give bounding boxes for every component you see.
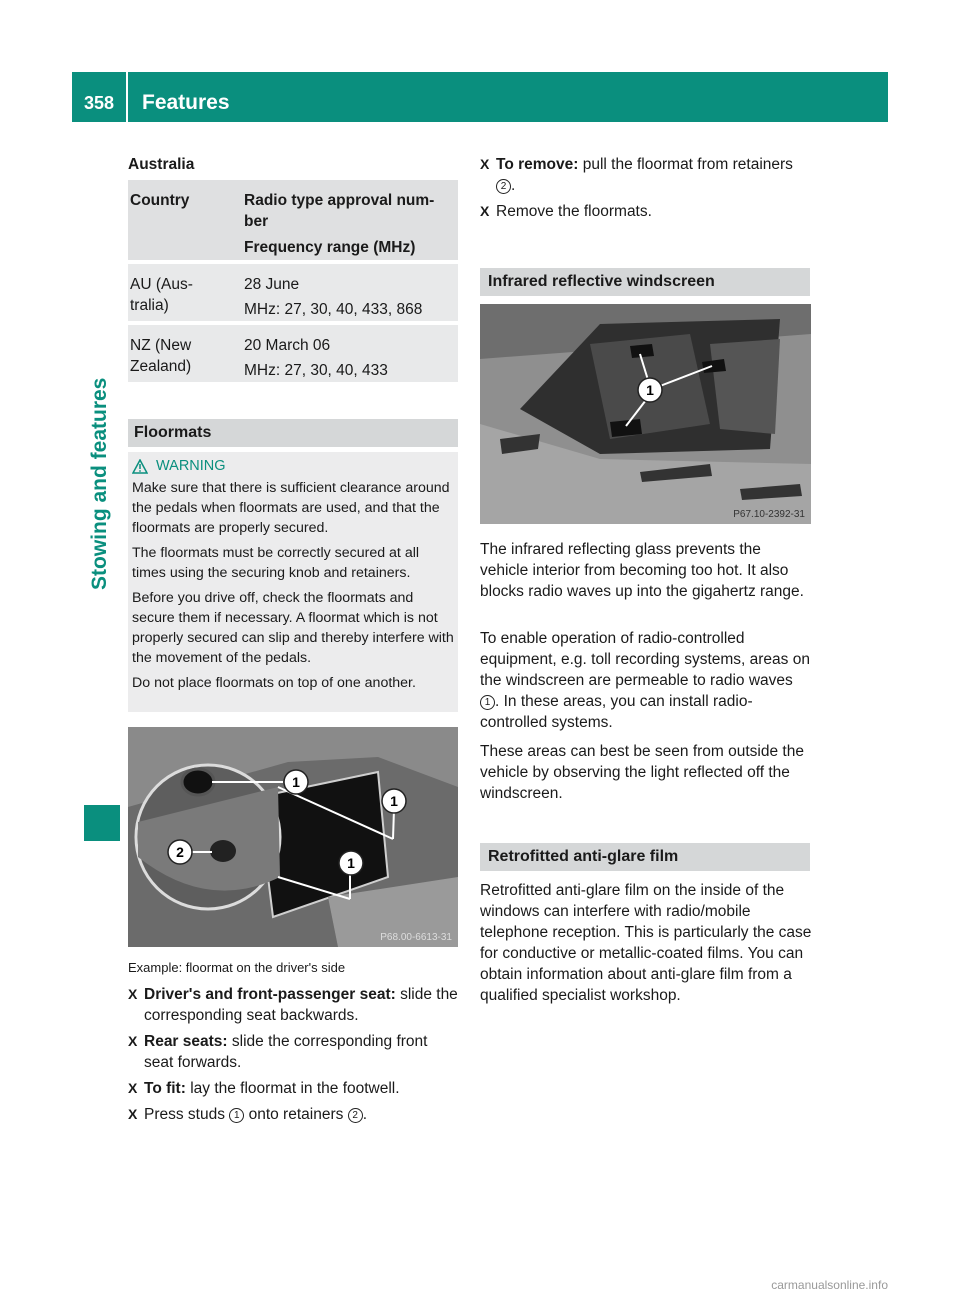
step-bold: To fit: <box>144 1080 186 1097</box>
side-tab <box>84 300 120 840</box>
step-text: slide the corresponding front seat forwards. <box>144 1033 428 1071</box>
step-bold: Driver's and front-passenger seat: <box>144 986 396 1003</box>
warning-box <box>128 452 458 712</box>
para-text: . In these areas, you can install radio-controlled systems. <box>480 693 753 731</box>
col-frequency: Frequency range (MHz) <box>244 239 416 256</box>
warning-para: Before you drive off, check the floormats and secure them if necessary. A floormat which is not properly secured can slip and thereby interfere with the movement of the pedals. <box>132 590 454 666</box>
step-text: . <box>362 1106 367 1123</box>
arrow-icon: X <box>128 1033 138 1049</box>
step-text: . <box>511 177 516 194</box>
warning-para: Do not place floormats on top of one another. <box>132 675 416 691</box>
warning-triangle-icon <box>132 459 148 474</box>
step-text: lay the floormat in the footwell. <box>185 1080 400 1097</box>
arrow-icon: X <box>480 156 490 172</box>
image-code: P68.00-6613-31 <box>380 932 452 943</box>
svg-text:1: 1 <box>347 855 355 871</box>
col-country: Country <box>130 192 190 209</box>
floormat-steps-right <box>480 154 812 227</box>
list-item <box>128 1104 460 1125</box>
svg-text:1: 1 <box>292 774 300 790</box>
warning-para: Make sure that there is sufficient clearance around the pedals when floormats are used, and that the floormats are properly secured. <box>132 480 450 536</box>
windscreen-illustration <box>480 304 811 524</box>
warning-label: WARNING <box>156 458 226 474</box>
callout-2-icon: 2 <box>348 1108 363 1123</box>
page-number: 358 <box>72 72 126 122</box>
side-tab-marker <box>84 805 120 841</box>
frequency-table <box>128 180 458 386</box>
australia-heading: Australia <box>128 156 195 173</box>
step-text: Remove the floormats. <box>496 203 652 220</box>
table-row <box>128 325 458 382</box>
arrow-icon: X <box>128 1080 138 1096</box>
step-text: slide the corresponding seat backwards. <box>144 986 458 1024</box>
infrared-para-1: The infrared reflecting glass prevents the vehicle interior from becoming too hot. It also blocks radio waves up into the gigahertz range. <box>480 541 804 600</box>
floormat-steps <box>128 984 460 1130</box>
approval-cell <box>232 264 458 321</box>
callout-1-icon: 1 <box>229 1108 244 1123</box>
infrared-para-2 <box>480 628 812 733</box>
side-tab-label: Stowing and features <box>88 377 111 590</box>
page-title: Features <box>128 72 888 122</box>
step-bold: Rear seats: <box>144 1033 228 1050</box>
callout-2-icon: 2 <box>496 179 511 194</box>
antiglare-heading: Retrofitted anti-glare film <box>480 843 810 871</box>
list-item <box>480 154 812 196</box>
footer-watermark: carmanualsonline.info <box>771 1278 888 1292</box>
country-l2: Zealand) <box>130 358 192 375</box>
callout-1-icon: 1 <box>480 695 495 710</box>
antiglare-para: Retrofitted anti-glare film on the inside of the windows can interfere with radio/mobile telephone reception. This is particularly the case for conductive or metallic-coated films. You can obtain information about anti-glare film from a qualified specialist workshop. <box>480 882 812 1004</box>
approval-mhz: MHz: 27, 30, 40, 433 <box>244 362 388 379</box>
image-code: P67.10-2392-31 <box>733 509 805 520</box>
floormat-illustration <box>128 727 458 947</box>
approval-date: 20 March 06 <box>244 337 331 354</box>
col-approval-l1: Radio type approval num- <box>244 192 435 209</box>
country-cell <box>128 325 232 382</box>
list-item <box>128 1031 460 1073</box>
table-row <box>128 264 458 321</box>
arrow-icon: X <box>128 986 138 1002</box>
step-text: pull the floormat from retainers <box>578 156 793 173</box>
approval-cell <box>232 325 458 382</box>
arrow-icon: X <box>128 1106 138 1122</box>
approval-mhz: MHz: 27, 30, 40, 433, 868 <box>244 301 423 318</box>
svg-text:1: 1 <box>646 382 654 398</box>
country-l1: AU (Aus- <box>130 276 193 293</box>
svg-text:1: 1 <box>390 793 398 809</box>
step-text: onto retainers <box>244 1106 348 1123</box>
photo-caption: Example: floormat on the driver's side <box>128 960 346 975</box>
approval-date: 28 June <box>244 276 300 293</box>
country-l2: tralia) <box>130 297 169 314</box>
list-item <box>128 1078 460 1099</box>
step-text: Press studs <box>144 1106 230 1123</box>
infrared-para-3: These areas can best be seen from outside the vehicle by observing the light reflected off the windscreen. <box>480 743 804 802</box>
table-header-row <box>128 180 458 260</box>
floormats-heading: Floormats <box>128 419 458 447</box>
windscreen-photo <box>480 304 811 524</box>
list-item <box>480 201 812 222</box>
svg-text:2: 2 <box>176 844 184 860</box>
country-cell <box>128 264 232 321</box>
step-bold: To remove: <box>496 156 579 173</box>
arrow-icon: X <box>480 203 490 219</box>
floormat-photo <box>128 727 458 947</box>
col-approval <box>232 180 458 260</box>
warning-para: The floormats must be correctly secured at all times using the securing knob and retainers. <box>132 545 420 581</box>
warning-title <box>132 458 456 474</box>
list-item <box>128 984 460 1026</box>
country-l1: NZ (New <box>130 337 192 354</box>
infrared-heading: Infrared reflective windscreen <box>480 268 810 296</box>
col-approval-l2: ber <box>244 213 269 230</box>
para-text: To enable operation of radio-controlled equipment, e.g. toll recording systems, areas on the windscreen are permeable to radio waves <box>480 630 810 689</box>
